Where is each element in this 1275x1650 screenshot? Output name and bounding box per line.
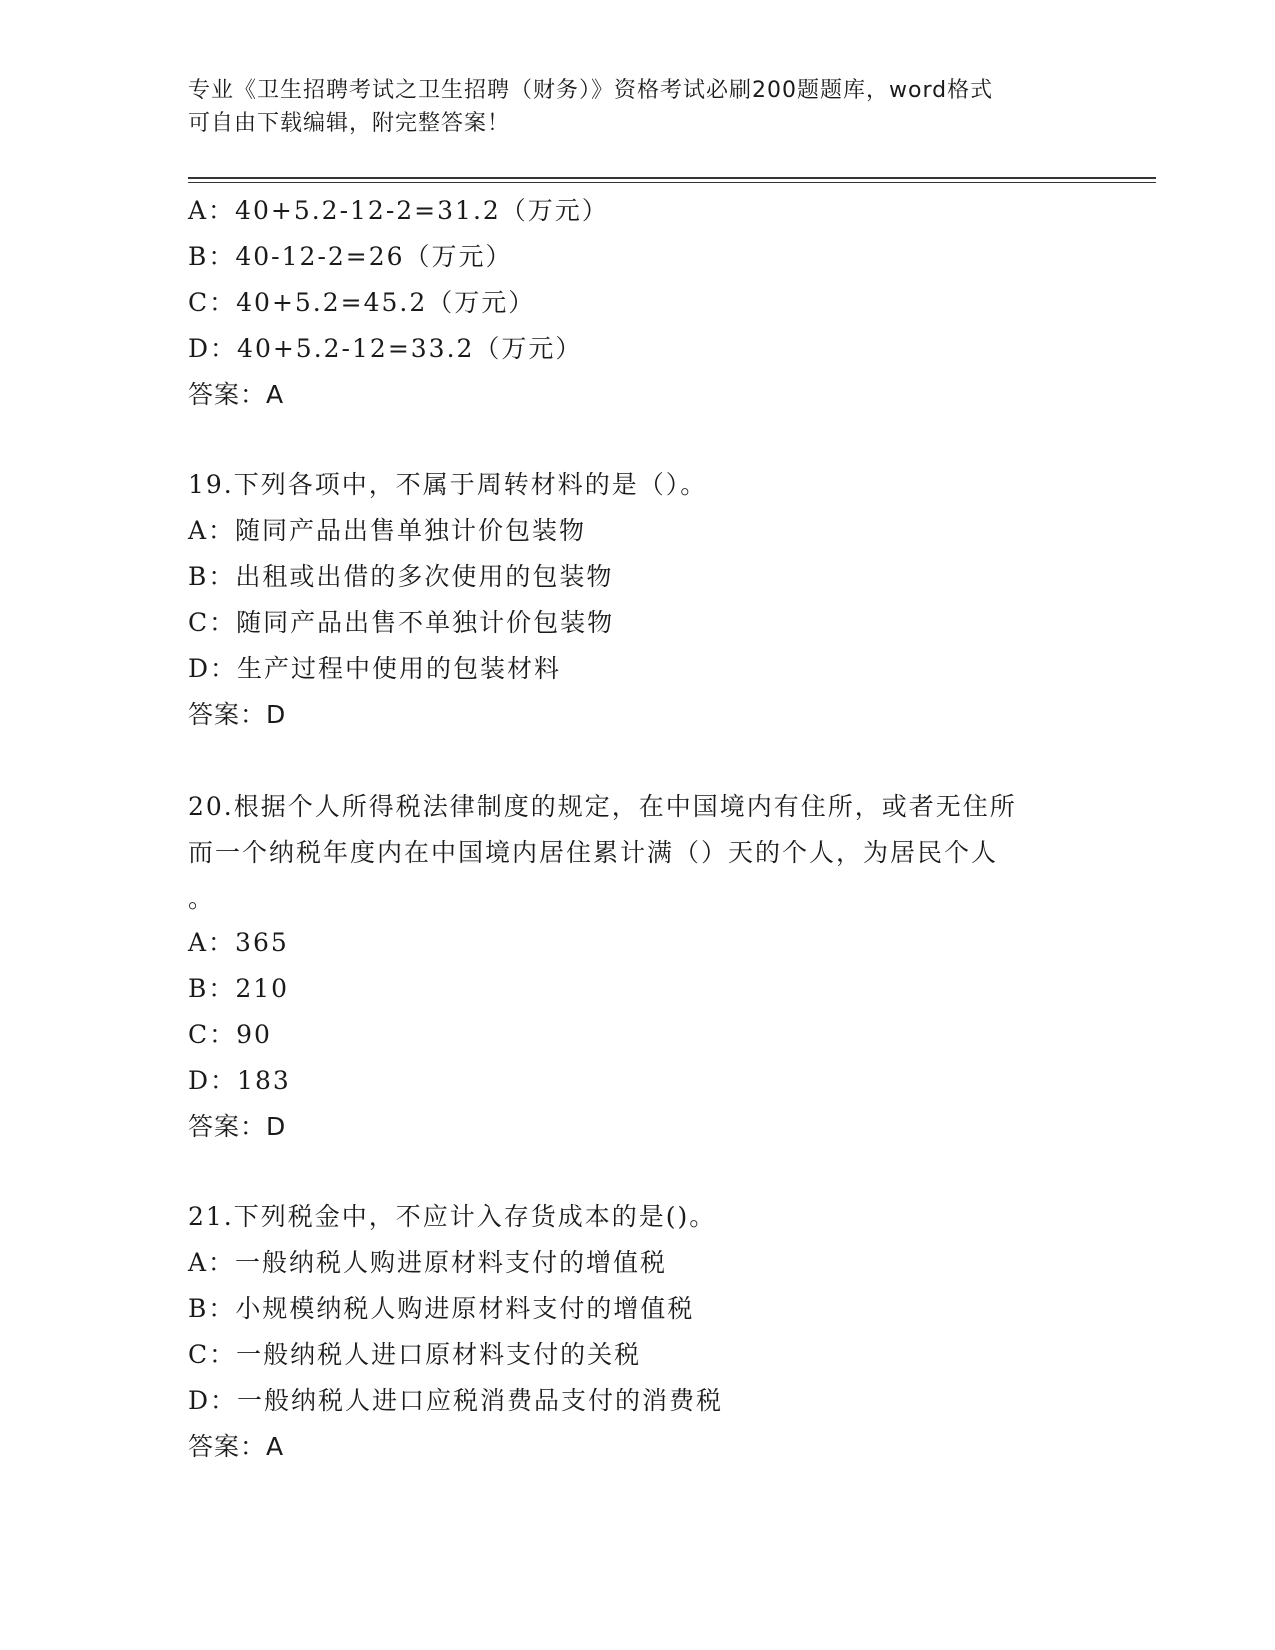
question-21-option-a: A：一般纳税人购进原材料支付的增值税: [188, 1248, 668, 1277]
document-header: [188, 74, 1088, 140]
question-20-block: [188, 782, 1088, 1150]
header-title-line-1: 专业《卫生招聘考试之卫生招聘（财务）》资格考试必刷200题题库，word格式: [188, 78, 994, 103]
question-20-option-b: B：210: [188, 974, 290, 1003]
header-divider-thin: [188, 182, 1156, 183]
spacer: [188, 738, 1088, 782]
question-18-option-c: C：40+5.2=45.2（万元）: [188, 288, 536, 317]
header-divider-thick: [188, 177, 1156, 179]
question-21-stem: 21.下列税金中，不应计入存货成本的是()。: [188, 1202, 717, 1231]
header-title-line-2: 可自由下载编辑，附完整答案！: [188, 111, 511, 136]
question-20-stem-line-2: 而一个纳税年度内在中国境内居住累计满（）天的个人，为居民个人: [188, 838, 999, 867]
question-21-block: [188, 1194, 1088, 1470]
question-18-option-d: D：40+5.2-12=33.2（万元）: [188, 334, 583, 363]
question-19-answer: 答案：D: [188, 700, 287, 729]
question-20-stem-line-1: 20.根据个人所得税法律制度的规定，在中国境内有住所，或者无住所: [188, 792, 1017, 821]
question-20-stem-line-3: 。: [188, 884, 216, 913]
question-19-block: [188, 462, 1088, 738]
question-21-option-c: C：一般纳税人进口原材料支付的关税: [188, 1340, 642, 1369]
question-19-stem: 19.下列各项中，不属于周转材料的是（）。: [188, 470, 708, 499]
question-19-option-a: A：随同产品出售单独计价包装物: [188, 516, 587, 545]
question-20-option-d: D：183: [188, 1066, 291, 1095]
question-18-option-a: A：40+5.2-12-2=31.2（万元）: [188, 196, 609, 225]
question-20-option-c: C：90: [188, 1020, 272, 1049]
question-19-option-d: D：生产过程中使用的包装材料: [188, 654, 562, 683]
question-19-option-c: C：随同产品出售不单独计价包装物: [188, 608, 615, 637]
question-19-option-b: B：出租或出借的多次使用的包装物: [188, 562, 614, 591]
question-18-block: [188, 188, 1088, 418]
spacer: [188, 418, 1088, 462]
question-18-answer: 答案：A: [188, 380, 285, 409]
question-18-option-b: B：40-12-2=26（万元）: [188, 242, 513, 271]
question-21-option-b: B：小规模纳税人购进原材料支付的增值税: [188, 1294, 695, 1323]
spacer: [188, 1150, 1088, 1194]
question-21-answer: 答案：A: [188, 1432, 285, 1461]
question-21-option-d: D：一般纳税人进口应税消费品支付的消费税: [188, 1386, 724, 1415]
question-20-option-a: A：365: [188, 928, 289, 957]
question-list: [188, 188, 1088, 1470]
question-20-answer: 答案：D: [188, 1112, 287, 1141]
